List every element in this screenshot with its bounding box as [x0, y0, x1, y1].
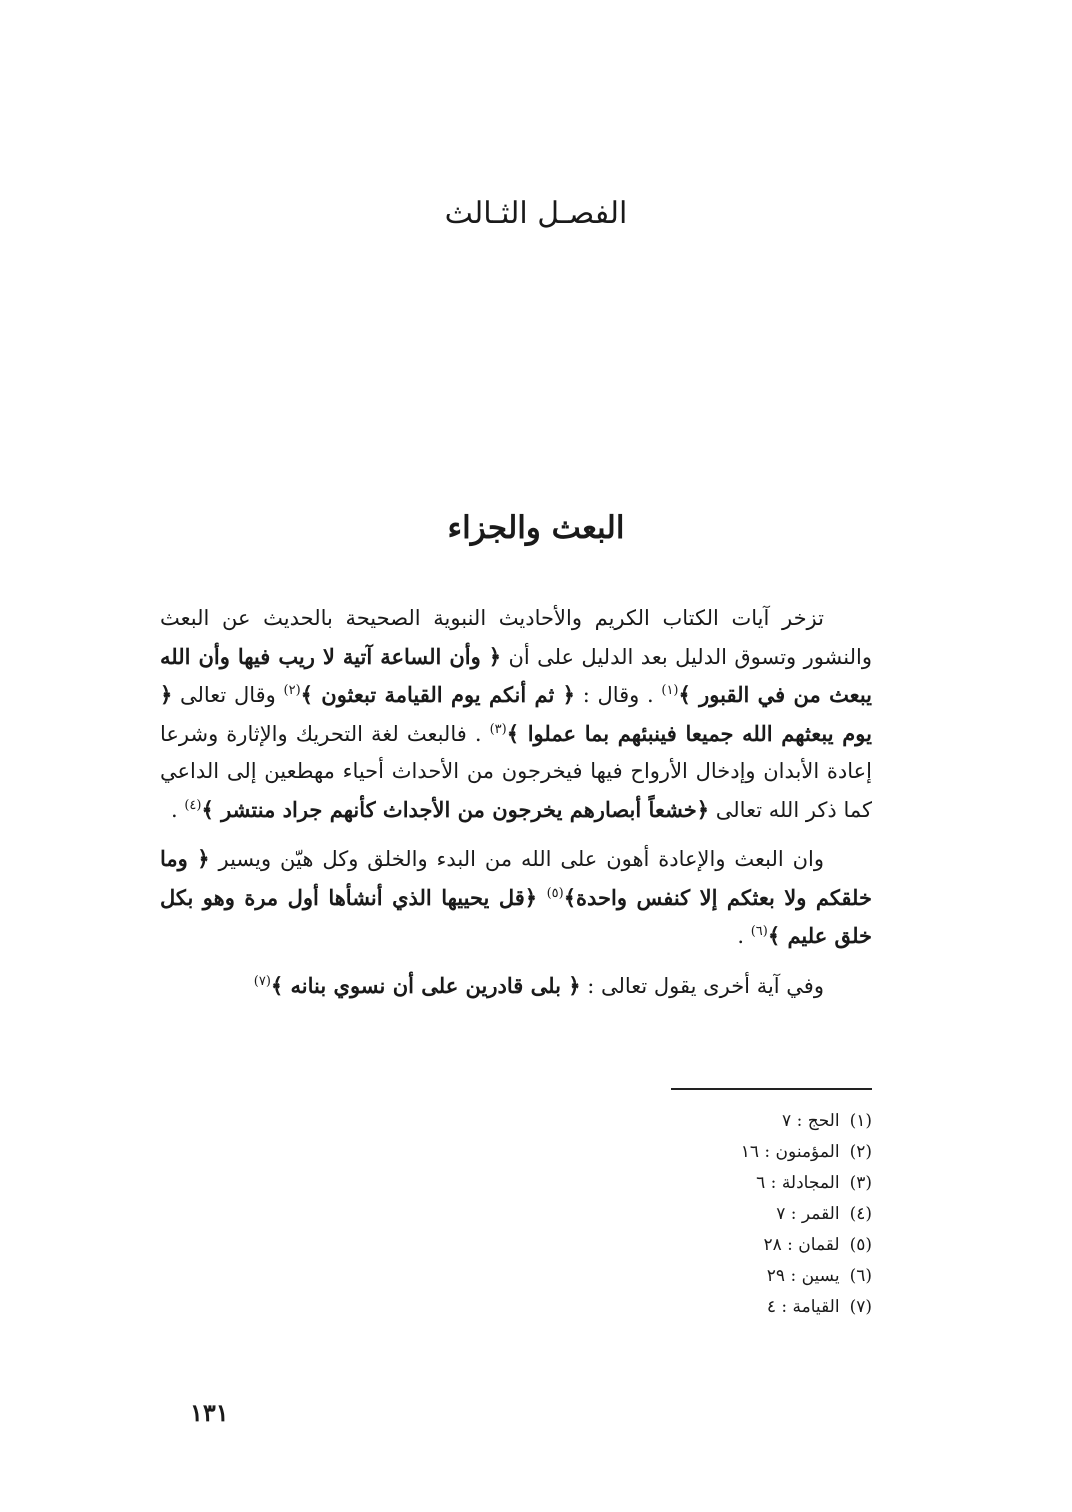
paragraph-2: [160, 840, 872, 956]
quran-quote: ﴿ ثم أنكم يوم القيامة تبعثون ﴾: [300, 682, 575, 707]
footnote-text: يسين : ٢٩: [766, 1266, 840, 1286]
quran-quote: ﴿ وما خلقكم ولا بعثكم إلا كنفس واحدة﴾: [160, 846, 872, 910]
paragraph-text: .: [737, 924, 751, 948]
footnote-number: (١): [849, 1111, 872, 1131]
footnote-number: (٦): [849, 1266, 872, 1286]
chapter-title: الفصـل الثـالث: [444, 196, 628, 231]
footnote-ref: (٧): [253, 973, 271, 989]
paragraph-1: [160, 600, 872, 829]
footnote-item: [572, 1137, 872, 1168]
footnote-text: المؤمنون : ١٦: [740, 1142, 840, 1162]
footnote-number: (٧): [849, 1297, 872, 1317]
footnote-separator: [671, 1088, 872, 1090]
footnote-ref: (١): [661, 683, 679, 698]
paragraph-text: .: [170, 797, 185, 822]
footnote-ref: (٥): [546, 885, 564, 901]
paragraph-text: وان البعث والإعادة أهون على الله من البدء والخلق وكل هيّن ويسير: [209, 847, 824, 871]
quran-quote: ﴿خشعاً أبصارهم يخرجون من الأجداث كأنهم جراد منتشر ﴾: [201, 796, 710, 822]
footnote-number: (٣): [849, 1173, 872, 1193]
footnote-item: [572, 1292, 872, 1323]
footnote-number: (٥): [849, 1235, 872, 1255]
paragraph-text: وفي آية أخرى يقول تعالى :: [580, 973, 824, 998]
section-title: البعث والجزاء: [447, 510, 625, 546]
paragraph-3: [160, 967, 872, 1006]
footnote-ref: (٢): [283, 683, 301, 698]
footnote-ref: (٦): [750, 924, 768, 939]
footnote-item: [572, 1261, 872, 1292]
footnote-text: القيامة : ٤: [766, 1297, 840, 1317]
footnote-item: [572, 1199, 872, 1230]
footnote-number: (٢): [849, 1142, 872, 1162]
footnote-item: [572, 1168, 872, 1199]
quran-quote: ﴿ وأن الساعة آتية لا ريب فيها وأن الله يبعث من في القبور ﴾: [160, 643, 872, 707]
footnote-number: (٤): [849, 1204, 872, 1224]
footnote-ref: (٣): [489, 721, 507, 737]
page-number: ١٣١: [190, 1398, 229, 1427]
paragraph-text: . وقال :: [575, 683, 662, 707]
footnote-item: [572, 1230, 872, 1261]
footnote-item: [572, 1106, 872, 1137]
footnote-ref: (٤): [184, 797, 202, 813]
footnote-text: لقمان : ٢٨: [763, 1235, 840, 1255]
paragraph-text: تزخر آيات الكتاب الكريم والأحاديث النبوية الصحيحة بالحديث عن البعث والنشور وتسوق الدليل بعد الدليل على أن: [160, 606, 873, 669]
quran-quote: ﴿ بلى قادرين على أن نسوي بنانه ﴾: [270, 972, 581, 998]
footnotes-list: [572, 1106, 872, 1323]
footnote-text: الحج : ٧: [782, 1111, 840, 1131]
footnote-text: المجادلة : ٦: [756, 1173, 840, 1193]
body-text: [160, 600, 872, 1016]
quran-quote: ﴿قل يحييها الذي أنشأها أول مرة وهو بكل خلق عليم ﴾: [160, 884, 872, 948]
footnote-text: القمر : ٧: [776, 1204, 840, 1224]
paragraph-text: . فالبعث لغة التحريك والإثارة وشرعا إعادة الأبدان وإدخال الأرواح فيها فيخرجون من الأحداث أحياء مهطعين إلى الداعي كما ذكر الله تعالى: [160, 721, 872, 822]
paragraph-text: وقال تعالى: [172, 683, 284, 707]
quran-quote: ﴿ يوم يبعثهم الله جميعا فينبئهم بما عملوا ﴾: [160, 682, 872, 746]
